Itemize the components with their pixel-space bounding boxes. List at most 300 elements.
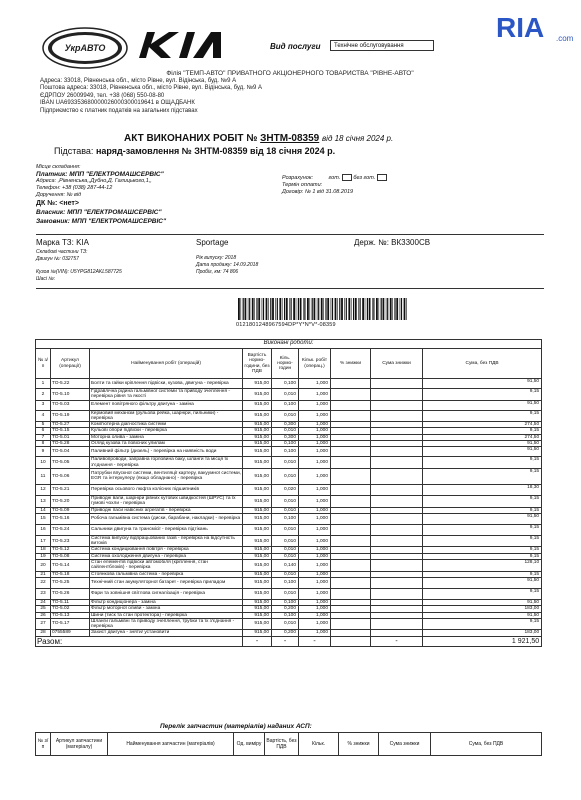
works-cell: 9,15 (423, 428, 542, 434)
document-date: від 18 січня 2024 р. (322, 134, 394, 143)
mark-label: Марка ТЗ: (36, 238, 74, 247)
works-cell: 1,000 (299, 577, 331, 588)
works-cell (371, 495, 423, 507)
works-cell: 9,15 (423, 457, 542, 469)
works-cell: Елемент повітряного фільтру двигуна - заміна (90, 400, 243, 410)
works-cell (371, 560, 423, 572)
works-cell: Захист двигуна - зняти/ установити (90, 630, 243, 636)
works-cell: 0,010 (272, 468, 299, 484)
parts-header-cell: Вартість, без ПДВ (265, 733, 299, 756)
barcode-bar (296, 298, 297, 320)
vehicle-model: Sportage (196, 238, 229, 247)
works-cell: 0,100 (272, 612, 299, 618)
works-cell: 1,000 (299, 513, 331, 524)
works-cell: 9 (36, 447, 51, 457)
barcode-bar (238, 298, 240, 320)
table-row (36, 389, 542, 401)
works-cell: 1,000 (299, 495, 331, 507)
parts-header-cell: Сума знижки (379, 733, 431, 756)
works-cell: Приводні паси навісних агрегатів - перевірка (90, 507, 243, 513)
works-cell: 9,15 (423, 588, 542, 599)
works-cell: 915,00 (243, 422, 272, 428)
works-cell: 9,15 (423, 547, 542, 553)
works-cell (331, 618, 371, 630)
works-cell (331, 535, 371, 547)
works-cell: 183,00 (423, 606, 542, 612)
kia-logo (135, 30, 225, 60)
works-cell: 27 (36, 618, 51, 630)
works-cell: 16 (36, 524, 51, 535)
works-header-row (36, 349, 542, 379)
works-cell (371, 524, 423, 535)
works-cell: 1,000 (299, 468, 331, 484)
company-name: Філія "ТЕМП-АВТО" ПРИВАТНОГО АКЦІОНЕРНОГО ТОВАРИСТВА "РІВНЕ-АВТО" (166, 70, 414, 77)
place-label: Місце складання: (36, 164, 81, 170)
works-cell: Сальники двигуна та трансмісії - перевірка підтікань (90, 524, 243, 535)
works-cell: 1,000 (299, 612, 331, 618)
works-cell: Система кондиціювання повітря - перевірка (90, 547, 243, 553)
barcode-bar (286, 298, 288, 320)
barcode-bar (272, 298, 274, 320)
barcode-bar (396, 298, 398, 320)
works-cell (331, 410, 371, 422)
works-cell: ТО-5.12 (51, 547, 90, 553)
works-cell: 1,000 (299, 428, 331, 434)
works-cell: ТО-5.10 (51, 389, 90, 401)
parts-header-cell: Кільк. (299, 733, 339, 756)
works-cell: 0,100 (272, 441, 299, 447)
svg-text:УкрАВТО: УкрАВТО (64, 43, 106, 53)
barcode-bar (279, 298, 281, 320)
works-cell: 915,00 (243, 547, 272, 553)
watermark-ria: RIA (496, 12, 545, 43)
barcode-bar (400, 298, 401, 320)
works-cell: 1,000 (299, 630, 331, 636)
works-cell (331, 389, 371, 401)
components-label: Складові частини ТЗ: (36, 249, 88, 255)
works-cell: 915,00 (243, 524, 272, 535)
works-cell: 9,15 (423, 618, 542, 630)
payer: Платник: МПП "ЕЛЕКТРОМАШСЕРВІС" (36, 171, 164, 178)
works-cell: 915,00 (243, 495, 272, 507)
barcode-bar (383, 298, 385, 320)
barcode-bar (275, 298, 276, 320)
barcode-bar (325, 298, 326, 320)
works-cell: 1,000 (299, 618, 331, 630)
works-cell: 0,100 (272, 400, 299, 410)
barcode-bar (317, 298, 318, 320)
vehicle-details (196, 255, 258, 276)
total-cell: Разом: (36, 636, 243, 646)
works-cell: 28 (36, 630, 51, 636)
title-prefix: АКТ ВИКОНАНИХ РОБІТ № (124, 133, 258, 144)
works-cell: 0,010 (272, 524, 299, 535)
barcode-bar (293, 298, 295, 320)
works-cell: Система випуску відпрацьованих газів - перевірка на відсутність витоків (90, 535, 243, 547)
works-cell: 15 (36, 513, 51, 524)
works-cell: 91,50 (423, 612, 542, 618)
works-cell: 11 (36, 468, 51, 484)
works-cell: 128,10 (423, 560, 542, 572)
works-cell (371, 484, 423, 495)
works-cell: 0,100 (272, 599, 299, 605)
barcode-bar (355, 298, 357, 320)
works-cell: 915,00 (243, 535, 272, 547)
works-cell: ТО-5.06 (51, 468, 90, 484)
barcode-bar (263, 298, 264, 320)
works-header-cell: Сума знижки (371, 349, 423, 379)
barcode-bar (332, 298, 333, 320)
works-cell: 91,50 (423, 447, 542, 457)
works-cell: 9,15 (423, 389, 542, 401)
works-cell: Огляд кузова та повісних улилам (90, 441, 243, 447)
watermark-auto: auto (446, 16, 497, 43)
works-cell (331, 457, 371, 469)
plate-value: ВК3300СВ (391, 238, 431, 247)
works-cell: 2 (36, 389, 51, 401)
total-row (36, 636, 542, 646)
works-cell: 0,200 (272, 630, 299, 636)
works-cell: Приводні вали, шарніри рівних кутових швидкостей (ШРУС) та їх гумові чохли - перевірка (90, 495, 243, 507)
works-cell: Паливний фільтр (дизель) - перевірка на наявність води (90, 447, 243, 457)
works-cell: 0755589 (51, 630, 90, 636)
barcode-bar (369, 298, 371, 320)
barcode-bar (406, 298, 407, 320)
parts-header-cell: № з/п (36, 733, 51, 756)
works-cell: Перевірка осьового люфта колісних підшипників (90, 484, 243, 495)
barcode-bar (346, 298, 347, 320)
works-cell: 915,00 (243, 630, 272, 636)
works-cell (371, 447, 423, 457)
barcode-bar (337, 298, 338, 320)
barcode-bar (252, 298, 254, 320)
works-cell: Система охолодження двигуна - перевірка (90, 553, 243, 559)
barcode-bar (390, 298, 392, 320)
works-cell: 915,00 (243, 447, 272, 457)
parts-header-row (36, 733, 542, 756)
works-cell: ТО-5.20 (51, 495, 90, 507)
works-cell: 9,15 (423, 535, 542, 547)
works-cell (371, 535, 423, 547)
works-cell (371, 410, 423, 422)
works-cell: 915,00 (243, 560, 272, 572)
barcode-bar (376, 298, 378, 320)
works-cell: Гідравлічна рідина гальмівної системи та приводу зчеплення - перевірка рівня та якості (90, 389, 243, 401)
manufacture-year: Рік випуску: 2018 (196, 255, 237, 261)
barcode-bar (270, 298, 271, 320)
works-cell: 1,000 (299, 447, 331, 457)
works-cell: 1 (36, 379, 51, 389)
works-cell: Паливопроводи, заправна горловина баку, шланги та місця їх з'єднання - перевірка (90, 457, 243, 469)
works-cell: 0,010 (272, 588, 299, 599)
payer-address: Адреса: ,Рівненська,,Дубно,Д. Галицького,1,, (36, 178, 152, 184)
barcode-bar (314, 298, 316, 320)
dk-number: ДК №: <нет> (36, 200, 79, 207)
works-cell: 1,000 (299, 606, 331, 612)
works-cell: 1,000 (299, 560, 331, 572)
works-cell: 0,100 (272, 513, 299, 524)
works-cell: 0,140 (272, 560, 299, 572)
works-cell: 915,00 (243, 441, 272, 447)
table-row (36, 484, 542, 495)
works-cell: ТО-5.25 (51, 577, 90, 588)
works-cell: ТО-5.03 (51, 400, 90, 410)
works-cell: 18 (36, 547, 51, 553)
works-cell: Стан елементів підвіски автомобіля (кріплення, стан сайлентблоків) - перевірка (90, 560, 243, 572)
barcode-bar (331, 298, 332, 320)
vin-number: Кузов №(VIN): U5YPG812AKL587725 (36, 269, 122, 275)
barcode-bar (282, 298, 283, 320)
barcode-bar (254, 298, 255, 320)
autoria-watermark (436, 10, 581, 52)
barcode-bar (348, 298, 350, 320)
works-cell: 1,000 (299, 422, 331, 428)
works-cell (331, 588, 371, 599)
barcode-bar (367, 298, 368, 320)
barcode-bar (289, 298, 290, 320)
works-cell: 1,000 (299, 599, 331, 605)
total-cell: - (243, 636, 272, 646)
watermark-com: .com (556, 34, 574, 43)
parts-header-cell: Артикул запчастини (матеріалу) (51, 733, 108, 756)
divider-top (36, 234, 544, 235)
works-cell: ТО-5.21 (51, 484, 90, 495)
cashless-option: без гот. (353, 174, 376, 181)
works-caption: Виконані роботи: (36, 340, 542, 349)
trust-doc: Доручення: № від (36, 192, 82, 198)
works-cell: 915,00 (243, 457, 272, 469)
works-cell: 1,000 (299, 571, 331, 577)
works-cell: ТО-5.14 (51, 560, 90, 572)
works-cell: 0,100 (272, 577, 299, 588)
total-cell: - (299, 636, 331, 646)
works-cell: 1,000 (299, 588, 331, 599)
works-cell: ТО-5.04 (51, 447, 90, 457)
works-cell: 915,00 (243, 571, 272, 577)
barcode-bar (358, 298, 359, 320)
document-number: ЗНТМ-08359 (260, 133, 320, 144)
barcode-bar (277, 298, 278, 320)
works-cell: 915,00 (243, 588, 272, 599)
works-cell (371, 588, 423, 599)
works-cell: ТО-5.01 (51, 434, 90, 440)
barcode-bar (365, 298, 366, 320)
works-cell: 91,50 (423, 400, 542, 410)
barcode-bar (304, 298, 305, 320)
works-cell: ТО-5.26 (51, 588, 90, 599)
works-header-cell: Сума, без ПДВ (423, 349, 542, 379)
works-cell: 1,000 (299, 400, 331, 410)
vehicle-mark (36, 238, 89, 247)
works-cell: 0,200 (272, 606, 299, 612)
works-cell: 915,00 (243, 507, 272, 513)
works-header-cell: Кіль. нормо-годин (272, 349, 299, 379)
works-cell: 91,50 (423, 577, 542, 588)
barcode-bar (245, 298, 247, 320)
total-cell: - (371, 636, 423, 646)
works-cell: Фільтр моторної оливи - заміна (90, 606, 243, 612)
works-cell: 0,010 (272, 457, 299, 469)
works-cell: 0,010 (272, 618, 299, 630)
works-cell: 9,15 (423, 410, 542, 422)
document-basis (54, 146, 335, 156)
works-cell: 9,15 (423, 571, 542, 577)
works-cell: 9,15 (423, 507, 542, 513)
works-cell (331, 468, 371, 484)
works-cell (371, 400, 423, 410)
works-cell: 8 (36, 441, 51, 447)
works-cell: 1,000 (299, 507, 331, 513)
barcode-bar (321, 298, 323, 320)
works-cell (331, 447, 371, 457)
works-cell: 0,010 (272, 410, 299, 422)
works-cell (331, 524, 371, 535)
company-postal-address: Поштова адреса: 33018, Рівненська обл., місто Рівне, вул. Відінська, буд. №9 А (40, 85, 263, 92)
vehicle-components (36, 249, 122, 283)
works-cell: 0,010 (272, 507, 299, 513)
works-cell: 0,100 (272, 447, 299, 457)
barcode-bar (256, 298, 257, 320)
works-cell: ТО-5.22 (51, 379, 90, 389)
works-cell: 20 (36, 560, 51, 572)
settlement-label: Розрахунок: (282, 174, 313, 181)
table-row (36, 560, 542, 572)
works-cell (371, 457, 423, 469)
barcode-bar (392, 298, 393, 320)
barcode-bar (291, 298, 292, 320)
works-cell: 183,00 (423, 630, 542, 636)
service-type-label: Вид послуги (270, 42, 321, 51)
works-cell: 1,000 (299, 379, 331, 389)
works-cell: 1,000 (299, 535, 331, 547)
works-cell: 915,00 (243, 468, 272, 484)
service-type-value: Технічне обслуговування (330, 40, 434, 51)
works-cell: 0,100 (272, 379, 299, 389)
works-header-cell: Артикул (операції) (51, 349, 90, 379)
works-header-cell: Вартість нормо-години, без ПДВ (243, 349, 272, 379)
barcode-bar (351, 298, 352, 320)
works-cell: 24 (36, 599, 51, 605)
table-row (36, 535, 542, 547)
works-cell: Моторна олива - заміна (90, 434, 243, 440)
works-cell: 915,00 (243, 618, 272, 630)
ukravto-logo (42, 27, 128, 69)
barcode-bar (323, 298, 324, 320)
works-cell: 915,00 (243, 428, 272, 434)
works-cell: Шини (тиск та стан протектора) - перевірка (90, 612, 243, 618)
payment-deadline: Термін оплати: (282, 181, 323, 188)
works-table (35, 339, 542, 647)
works-cell: 915,00 (243, 379, 272, 389)
works-cell: 915,00 (243, 513, 272, 524)
works-cell: 274,50 (423, 422, 542, 428)
works-cell (371, 513, 423, 524)
works-cell: ТО-5.27 (51, 422, 90, 428)
barcode-bar (248, 298, 249, 320)
works-cell: ТО-5.18 (51, 571, 90, 577)
works-cell: 0,010 (272, 428, 299, 434)
works-cell: Кермовий механізм (рульова рейка, шарніри, пильники) - перевірка (90, 410, 243, 422)
works-cell (331, 379, 371, 389)
table-row (36, 495, 542, 507)
works-cell: 0,010 (272, 495, 299, 507)
works-cell (371, 618, 423, 630)
works-cell: 12 (36, 484, 51, 495)
customer: Замовник: МПП "ЕЛЕКТРОМАШСЕРВІС" (36, 218, 167, 225)
works-cell: 1,000 (299, 457, 331, 469)
works-cell: 0,010 (272, 535, 299, 547)
works-cell: 9,15 (423, 553, 542, 559)
works-cell: Технічний стан акумуляторної батареї - перевірка приладом (90, 577, 243, 588)
works-cell: Комп'ютерна діагностика системи (90, 422, 243, 428)
cash-checkbox (342, 174, 352, 181)
works-cell: 91,50 (423, 513, 542, 524)
works-cell: 915,00 (243, 599, 272, 605)
works-cell: 274,50 (423, 434, 542, 440)
works-cell: 1,000 (299, 484, 331, 495)
works-cell: 0,010 (272, 389, 299, 401)
works-cell: 0,300 (272, 434, 299, 440)
parts-header-cell: % знижки (339, 733, 379, 756)
works-cell: 0,010 (272, 553, 299, 559)
barcode-bar (360, 298, 361, 320)
table-row (36, 410, 542, 422)
works-cell: 1,000 (299, 441, 331, 447)
cashless-checkbox (377, 174, 387, 181)
works-cell: Робоча гальмівна система (диски, барабани, накладки) - перевірка (90, 513, 243, 524)
barcode-bar (372, 298, 373, 320)
company-info (40, 70, 540, 116)
barcode-bar (339, 298, 340, 320)
works-cell: Болти та гайки кріплення підвіски, кузова, двигуна - перевірка (90, 379, 243, 389)
works-cell: 5 (36, 422, 51, 428)
barcode-bar (241, 298, 242, 320)
works-cell (371, 468, 423, 484)
works-cell: ТО-5.17 (51, 618, 90, 630)
barcode-bar (394, 298, 395, 320)
works-cell: Кульові опори підвіски - перевірка (90, 428, 243, 434)
plate-label: Держ. №: (354, 238, 389, 247)
works-cell: 915,00 (243, 606, 272, 612)
table-row (36, 513, 542, 524)
works-cell: 915,00 (243, 577, 272, 588)
barcode-bar (258, 298, 260, 320)
works-cell: 25 (36, 606, 51, 612)
barcode-bar (386, 298, 387, 320)
barcode-bar (300, 298, 302, 320)
contract: Договір: № 1 від 31.08.2019 (282, 188, 354, 195)
table-row (36, 524, 542, 535)
works-cell: ТО-5.09 (51, 507, 90, 513)
barcode-bar (284, 298, 285, 320)
total-cell (331, 636, 371, 646)
works-cell: 915,00 (243, 389, 272, 401)
barcode-bar (404, 298, 406, 320)
works-cell: 915,00 (243, 434, 272, 440)
works-header-cell: Кільк. робіт (операц.) (299, 349, 331, 379)
works-cell: 915,00 (243, 484, 272, 495)
chassis-number: Шасі №: (36, 276, 56, 282)
table-row (36, 379, 542, 389)
barcode-bar (249, 298, 250, 320)
works-cell (331, 400, 371, 410)
works-cell: ТО-5.19 (51, 410, 90, 422)
table-row (36, 400, 542, 410)
barcode-bar (307, 298, 309, 320)
works-cell: ТО-5.05 (51, 457, 90, 469)
payer-phone: Телефон: +38 (038) 287-44-12 (36, 185, 113, 191)
works-cell (331, 484, 371, 495)
